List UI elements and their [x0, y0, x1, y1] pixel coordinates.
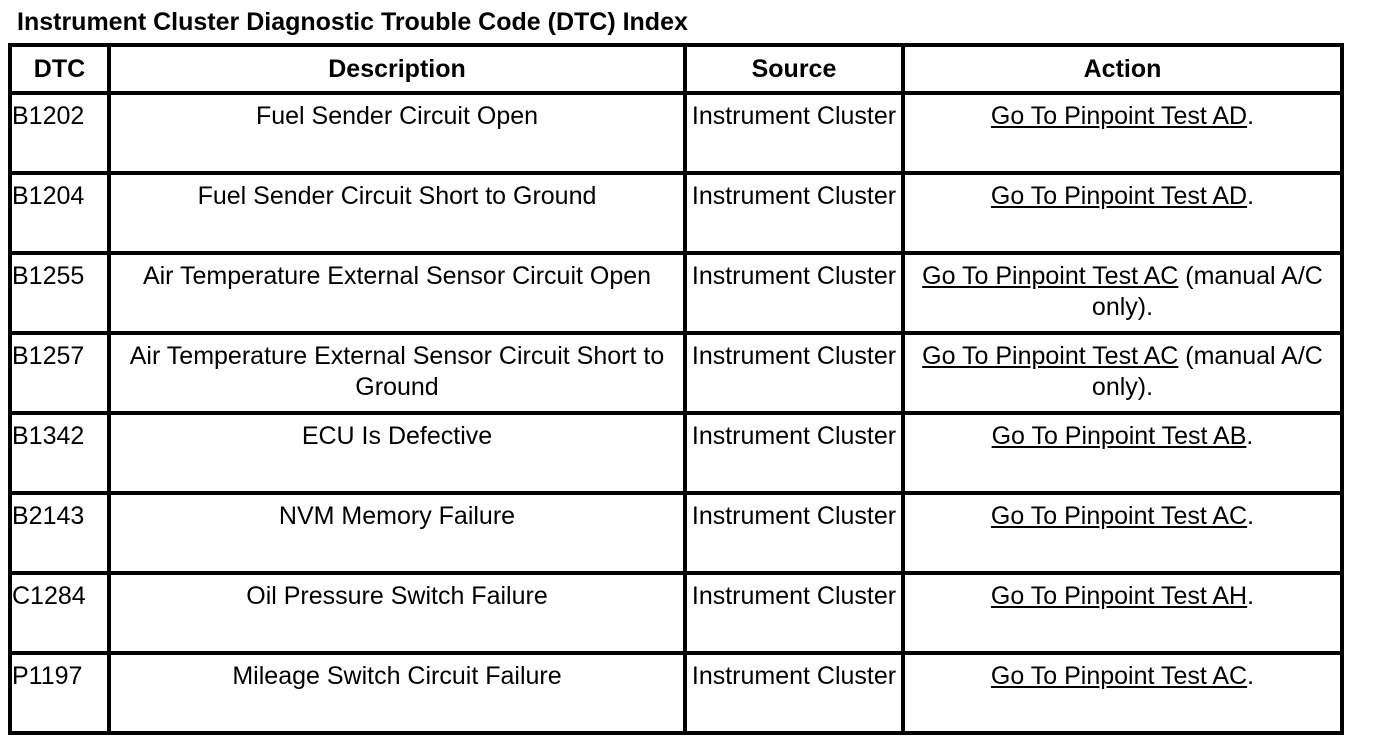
action-suffix: . [1247, 582, 1255, 610]
dtc-source: Instrument Cluster [685, 413, 903, 493]
dtc-index-table [8, 43, 1344, 735]
pinpoint-test-link[interactable]: Go To Pinpoint Test AD [990, 182, 1248, 210]
dtc-source: Instrument Cluster [685, 173, 903, 253]
table-row [10, 653, 1342, 733]
dtc-code: B1204 [10, 173, 109, 253]
header-dtc: DTC [10, 45, 109, 93]
dtc-description: Mileage Switch Circuit Failure [109, 653, 685, 733]
dtc-source: Instrument Cluster [685, 493, 903, 573]
table-row [10, 333, 1342, 413]
table-row [10, 573, 1342, 653]
dtc-description: Oil Pressure Switch Failure [109, 573, 685, 653]
action-suffix: . [1247, 102, 1255, 130]
dtc-code: P1197 [10, 653, 109, 733]
action-suffix: (manual A/C only). [1091, 262, 1323, 321]
dtc-description: NVM Memory Failure [109, 493, 685, 573]
action-suffix: . [1247, 502, 1255, 530]
pinpoint-test-link[interactable]: Go To Pinpoint Test AC [922, 262, 1179, 290]
pinpoint-test-link[interactable]: Go To Pinpoint Test AD [990, 102, 1248, 130]
header-description: Description [109, 45, 685, 93]
dtc-source: Instrument Cluster [685, 653, 903, 733]
dtc-description: Air Temperature External Sensor Circuit Open [109, 253, 685, 333]
dtc-description: Fuel Sender Circuit Open [109, 93, 685, 173]
action-suffix: . [1247, 182, 1255, 210]
dtc-action [903, 413, 1342, 493]
table-row [10, 253, 1342, 333]
pinpoint-test-link[interactable]: Go To Pinpoint Test AB [991, 422, 1247, 450]
pinpoint-test-link[interactable]: Go To Pinpoint Test AC [990, 662, 1248, 690]
header-source: Source [685, 45, 903, 93]
dtc-code: B2143 [10, 493, 109, 573]
dtc-action [903, 653, 1342, 733]
dtc-code: B1342 [10, 413, 109, 493]
dtc-code: B1255 [10, 253, 109, 333]
dtc-description: Fuel Sender Circuit Short to Ground [109, 173, 685, 253]
dtc-code: C1284 [10, 573, 109, 653]
page-title: Instrument Cluster Diagnostic Trouble Code (DTC) Index [17, 8, 688, 36]
dtc-source: Instrument Cluster [685, 573, 903, 653]
dtc-description: Air Temperature External Sensor Circuit Short to Ground [109, 333, 685, 413]
table-row [10, 93, 1342, 173]
table-row [10, 493, 1342, 573]
dtc-code: B1202 [10, 93, 109, 173]
dtc-source: Instrument Cluster [685, 253, 903, 333]
dtc-code: B1257 [10, 333, 109, 413]
dtc-action [903, 493, 1342, 573]
action-suffix: . [1246, 422, 1254, 450]
table-row [10, 413, 1342, 493]
header-action: Action [903, 45, 1342, 93]
pinpoint-test-link[interactable]: Go To Pinpoint Test AC [922, 342, 1179, 370]
table-header-row [10, 45, 1342, 93]
dtc-action [903, 93, 1342, 173]
action-suffix: . [1247, 662, 1255, 690]
table-row [10, 173, 1342, 253]
dtc-source: Instrument Cluster [685, 333, 903, 413]
dtc-action [903, 573, 1342, 653]
dtc-action [903, 253, 1342, 333]
pinpoint-test-link[interactable]: Go To Pinpoint Test AH [990, 582, 1248, 610]
dtc-source: Instrument Cluster [685, 93, 903, 173]
dtc-description: ECU Is Defective [109, 413, 685, 493]
dtc-action [903, 333, 1342, 413]
dtc-action [903, 173, 1342, 253]
action-suffix: (manual A/C only). [1091, 342, 1323, 401]
pinpoint-test-link[interactable]: Go To Pinpoint Test AC [990, 502, 1248, 530]
